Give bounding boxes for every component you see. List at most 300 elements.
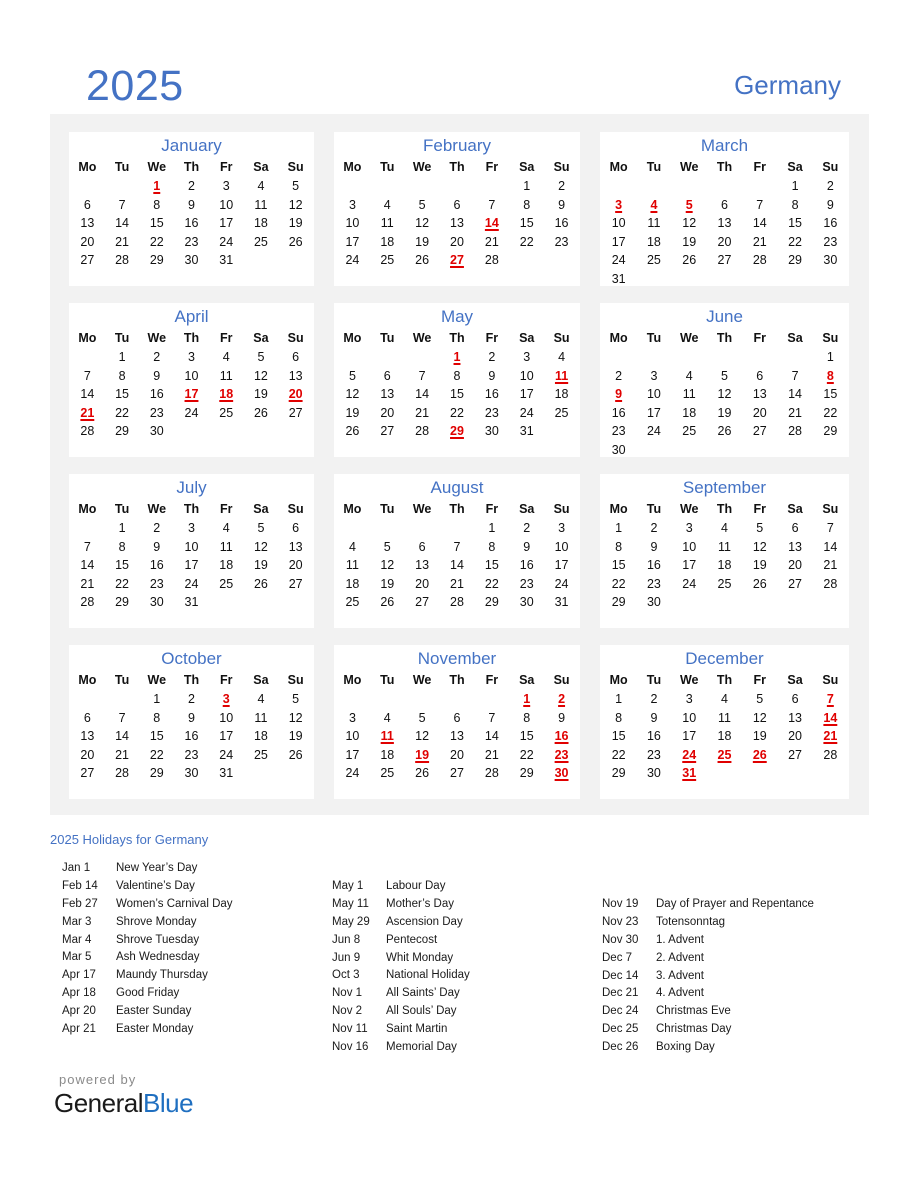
day-cell: 10 xyxy=(184,368,199,383)
day-cell: 1 xyxy=(153,692,161,706)
day-cell: 3 xyxy=(685,521,693,535)
day-cell: 2 xyxy=(650,521,658,535)
day-cell: 7 xyxy=(791,368,799,383)
day-cell: 5 xyxy=(418,710,426,725)
day-cell: 9 xyxy=(488,368,496,383)
day-cell: 23 xyxy=(184,234,199,249)
weekday-header xyxy=(600,670,849,690)
holiday-name: Labour Day xyxy=(386,880,446,892)
weekday-label: Fr xyxy=(753,160,767,174)
day-cell: 19 xyxy=(752,729,767,744)
day-grid xyxy=(69,348,314,441)
weekday-label: Su xyxy=(287,331,304,345)
day-cell: 10 xyxy=(345,216,360,231)
day-cell: 15 xyxy=(115,387,130,402)
day-cell: 13 xyxy=(717,216,732,231)
day-cell: 4 xyxy=(348,539,356,554)
empty-cell xyxy=(105,690,140,709)
holiday-list-column-3 xyxy=(602,896,814,1057)
weekday-label: Tu xyxy=(646,160,662,174)
day-cell: 29 xyxy=(519,766,534,781)
holiday-date: 19 xyxy=(415,747,430,762)
day-cell: 24 xyxy=(345,253,360,268)
day-cell: 13 xyxy=(415,558,430,573)
day-cell: 10 xyxy=(646,387,661,402)
day-cell: 18 xyxy=(253,729,268,744)
month-card-march xyxy=(600,132,849,286)
month-card-october xyxy=(69,645,314,799)
weekday-label: Fr xyxy=(753,673,767,687)
weekday-label: Tu xyxy=(380,160,395,174)
day-cell: 26 xyxy=(253,576,268,591)
holiday-list-item xyxy=(602,932,814,950)
weekday-label: Fr xyxy=(753,331,767,345)
day-cell: 16 xyxy=(554,216,569,231)
day-cell: 12 xyxy=(752,539,767,554)
day-cell: 21 xyxy=(823,558,838,573)
day-cell: 24 xyxy=(682,576,697,591)
month-card-may xyxy=(334,303,580,457)
generalblue-logo xyxy=(54,1088,193,1119)
holiday-list-item xyxy=(62,878,233,896)
holiday-list-item xyxy=(62,896,233,914)
day-cell: 16 xyxy=(646,558,661,573)
day-cell: 23 xyxy=(646,576,661,591)
holiday-date: 23 xyxy=(554,747,569,762)
month-grid xyxy=(69,132,849,799)
weekday-header xyxy=(334,328,580,348)
day-cell: 3 xyxy=(523,350,531,364)
day-cell: 13 xyxy=(80,729,95,744)
day-cell: 29 xyxy=(115,595,130,610)
day-grid xyxy=(334,519,580,612)
holiday-date: 29 xyxy=(450,424,464,439)
day-cell: 28 xyxy=(450,595,464,610)
day-cell: 26 xyxy=(253,405,268,420)
day-cell: 18 xyxy=(717,729,732,744)
weekday-label: Su xyxy=(553,502,570,516)
weekday-label: Tu xyxy=(114,160,130,174)
holiday-name: Valentine’s Day xyxy=(116,879,195,892)
day-cell: 2 xyxy=(523,521,531,535)
holiday-list-item xyxy=(62,967,233,985)
weekday-label: Fr xyxy=(219,502,233,516)
holiday-list-item xyxy=(602,1039,814,1057)
day-cell: 4 xyxy=(257,692,265,706)
day-cell: 31 xyxy=(219,253,234,268)
day-cell: 27 xyxy=(288,405,303,420)
holiday-date: 20 xyxy=(288,387,303,402)
day-cell: 21 xyxy=(80,576,95,591)
holiday-list-item xyxy=(602,985,814,1003)
day-cell: 16 xyxy=(184,729,199,744)
day-cell: 28 xyxy=(823,576,838,591)
day-cell: 21 xyxy=(450,576,464,591)
day-cell: 29 xyxy=(149,766,164,781)
day-cell: 16 xyxy=(184,216,199,231)
day-cell: 28 xyxy=(484,766,499,781)
day-cell: 6 xyxy=(83,710,91,725)
day-cell: 14 xyxy=(752,216,767,231)
day-cell: 4 xyxy=(383,710,391,725)
weekday-label: Sa xyxy=(787,160,803,174)
day-cell: 18 xyxy=(219,558,234,573)
day-cell: 24 xyxy=(219,234,234,249)
day-cell: 25 xyxy=(682,424,697,439)
weekday-label: Sa xyxy=(519,331,535,345)
day-cell: 18 xyxy=(682,405,697,420)
holiday-list-item xyxy=(62,1021,233,1039)
day-cell: 19 xyxy=(415,234,430,249)
weekday-label: Sa xyxy=(253,331,269,345)
day-cell: 6 xyxy=(453,197,461,212)
day-grid xyxy=(600,348,849,460)
day-cell: 23 xyxy=(519,576,534,591)
day-cell: 22 xyxy=(788,234,803,249)
day-cell: 10 xyxy=(682,710,697,725)
holiday-date-label: May 29 xyxy=(332,915,370,928)
holiday-date-label: Dec 21 xyxy=(602,987,639,1000)
day-cell: 31 xyxy=(519,424,534,439)
day-cell: 10 xyxy=(345,729,360,744)
holiday-date: 30 xyxy=(554,766,569,781)
holiday-name: Memorial Day xyxy=(386,1041,457,1054)
holiday-date: 27 xyxy=(450,253,464,268)
weekday-label: We xyxy=(412,331,432,345)
day-cell: 24 xyxy=(646,424,661,439)
day-cell: 11 xyxy=(647,216,661,231)
weekday-label: Fr xyxy=(485,331,499,345)
empty-cell xyxy=(742,177,777,196)
day-cell: 4 xyxy=(685,368,693,383)
holiday-date: 14 xyxy=(484,216,499,231)
weekday-label: Tu xyxy=(114,673,130,687)
holiday-name: Ash Wednesday xyxy=(116,951,200,964)
day-cell: 15 xyxy=(115,558,130,573)
day-cell: 27 xyxy=(717,253,732,268)
day-cell: 4 xyxy=(257,179,265,193)
holiday-name: Shrove Tuesday xyxy=(116,933,200,946)
holiday-name: Whit Monday xyxy=(386,951,454,964)
holiday-list-item xyxy=(332,896,470,914)
holiday-name: 2. Advent xyxy=(656,951,704,964)
day-cell: 29 xyxy=(823,424,838,439)
month-card-june xyxy=(600,303,849,457)
day-grid xyxy=(600,177,849,289)
empty-cell xyxy=(440,690,475,709)
day-cell: 19 xyxy=(253,558,268,573)
day-cell: 13 xyxy=(450,216,464,231)
brand-general: General xyxy=(54,1088,143,1118)
day-cell: 12 xyxy=(380,558,395,573)
day-cell: 26 xyxy=(415,766,430,781)
holiday-date-label: Mar 5 xyxy=(62,951,92,964)
day-cell: 24 xyxy=(519,405,534,420)
empty-cell xyxy=(474,177,509,196)
day-cell: 6 xyxy=(292,350,300,364)
day-cell: 12 xyxy=(253,539,268,554)
weekday-label: Fr xyxy=(485,160,499,174)
day-cell: 17 xyxy=(611,234,626,249)
holiday-date: 18 xyxy=(219,387,234,402)
day-cell: 21 xyxy=(115,234,130,249)
empty-cell xyxy=(636,348,671,367)
holiday-date-label: Dec 7 xyxy=(602,951,633,964)
day-cell: 19 xyxy=(253,387,268,402)
holiday-name: Easter Monday xyxy=(116,1023,194,1036)
day-cell: 15 xyxy=(519,216,534,231)
day-cell: 16 xyxy=(149,558,164,573)
day-cell: 11 xyxy=(254,710,268,725)
day-cell: 21 xyxy=(415,405,430,420)
day-cell: 5 xyxy=(257,521,265,535)
day-cell: 12 xyxy=(288,710,303,725)
holiday-date-label: Nov 30 xyxy=(602,933,639,946)
day-cell: 15 xyxy=(149,729,164,744)
day-grid xyxy=(69,177,314,270)
month-name: May xyxy=(440,307,474,326)
day-cell: 9 xyxy=(650,710,658,725)
holiday-date-label: Apr 17 xyxy=(62,969,96,982)
weekday-label: Mo xyxy=(78,673,97,687)
weekday-label: Th xyxy=(716,331,733,345)
empty-cell xyxy=(70,690,105,709)
day-cell: 7 xyxy=(418,368,426,383)
month-name: August xyxy=(430,478,484,497)
holiday-name: Pentecost xyxy=(386,933,438,946)
weekday-label: Tu xyxy=(380,331,395,345)
day-cell: 30 xyxy=(646,766,661,781)
day-cell: 28 xyxy=(752,253,767,268)
day-cell: 22 xyxy=(149,747,164,762)
weekday-label: Th xyxy=(183,160,200,174)
empty-cell xyxy=(742,348,777,367)
holiday-date-label: Feb 14 xyxy=(62,879,98,892)
day-cell: 23 xyxy=(149,405,164,420)
day-cell: 14 xyxy=(450,558,464,573)
day-cell: 17 xyxy=(519,387,534,402)
month-card-january xyxy=(69,132,314,286)
day-cell: 29 xyxy=(484,595,499,610)
day-cell: 30 xyxy=(646,595,661,610)
holiday-date: 4 xyxy=(650,197,658,212)
day-cell: 4 xyxy=(222,350,230,364)
day-cell: 6 xyxy=(418,539,426,554)
holiday-date-label: Nov 2 xyxy=(332,1005,363,1018)
day-cell: 16 xyxy=(611,405,626,420)
holiday-date: 2 xyxy=(558,692,566,706)
day-cell: 26 xyxy=(288,747,303,762)
day-cell: 20 xyxy=(788,558,803,573)
day-cell: 20 xyxy=(450,234,464,249)
weekday-label: We xyxy=(147,331,167,345)
weekday-label: Th xyxy=(183,331,200,345)
day-cell: 24 xyxy=(184,405,199,420)
day-cell: 14 xyxy=(80,387,95,402)
day-cell: 22 xyxy=(611,747,626,762)
day-cell: 24 xyxy=(554,576,569,591)
empty-cell xyxy=(335,177,370,196)
weekday-label: Tu xyxy=(380,673,395,687)
day-cell: 11 xyxy=(380,216,394,231)
day-cell: 9 xyxy=(558,710,566,725)
holiday-date-label: Dec 25 xyxy=(602,1023,639,1036)
day-cell: 24 xyxy=(184,576,199,591)
holiday-name: All Souls’ Day xyxy=(386,1005,457,1018)
day-cell: 15 xyxy=(484,558,499,573)
weekday-label: Mo xyxy=(78,331,97,345)
empty-cell xyxy=(601,348,636,367)
weekday-label: We xyxy=(147,160,167,174)
day-cell: 6 xyxy=(791,521,799,535)
holiday-date: 8 xyxy=(826,368,834,383)
day-cell: 5 xyxy=(418,197,426,212)
holiday-date: 1 xyxy=(153,179,161,193)
day-cell: 20 xyxy=(415,576,430,591)
day-cell: 4 xyxy=(721,692,728,706)
holiday-date: 7 xyxy=(826,692,834,706)
holiday-date-label: Feb 27 xyxy=(62,897,98,910)
weekday-label: Th xyxy=(716,673,733,687)
day-cell: 25 xyxy=(253,234,268,249)
day-cell: 31 xyxy=(184,595,199,610)
day-cell: 24 xyxy=(219,747,234,762)
day-cell: 29 xyxy=(788,253,803,268)
weekday-label: Tu xyxy=(114,331,130,345)
weekday-label: Tu xyxy=(646,502,662,516)
weekday-label: Fr xyxy=(485,673,499,687)
day-cell: 5 xyxy=(756,521,764,535)
day-cell: 6 xyxy=(453,710,461,725)
day-cell: 9 xyxy=(188,197,195,212)
day-cell: 27 xyxy=(288,576,303,591)
day-cell: 9 xyxy=(153,368,161,383)
day-cell: 12 xyxy=(717,387,732,402)
holiday-date-label: Nov 16 xyxy=(332,1041,369,1054)
day-cell: 23 xyxy=(611,424,626,439)
day-cell: 28 xyxy=(80,424,95,439)
empty-cell xyxy=(70,177,105,196)
day-cell: 14 xyxy=(80,558,95,573)
day-cell: 3 xyxy=(188,350,195,364)
holiday-name: Ascension Day xyxy=(386,915,463,928)
weekday-label: We xyxy=(412,673,432,687)
day-cell: 20 xyxy=(717,234,732,249)
holiday-name: Day of Prayer and Repentance xyxy=(656,898,814,910)
day-cell: 28 xyxy=(484,253,499,268)
day-cell: 31 xyxy=(554,595,569,610)
day-cell: 6 xyxy=(721,197,728,212)
day-cell: 2 xyxy=(153,521,161,535)
day-cell: 20 xyxy=(80,234,95,249)
day-cell: 7 xyxy=(488,197,496,212)
day-cell: 12 xyxy=(288,197,303,212)
day-cell: 10 xyxy=(184,539,199,554)
day-cell: 9 xyxy=(558,197,566,212)
weekday-label: Sa xyxy=(519,502,535,516)
month-name: September xyxy=(682,478,767,497)
empty-cell xyxy=(707,348,742,367)
day-cell: 25 xyxy=(717,576,732,591)
weekday-label: Sa xyxy=(787,673,803,687)
calendar-panel xyxy=(50,114,869,815)
holiday-date-label: Apr 18 xyxy=(62,987,96,1000)
weekday-label: Su xyxy=(287,673,304,687)
holiday-date: 11 xyxy=(554,368,569,383)
holiday-date-label: Jun 8 xyxy=(332,933,361,946)
country-title: Germany xyxy=(734,70,841,100)
day-cell: 15 xyxy=(149,216,164,231)
empty-cell xyxy=(672,348,707,367)
day-cell: 15 xyxy=(450,387,464,402)
day-cell: 5 xyxy=(292,179,300,193)
day-cell: 1 xyxy=(118,521,126,535)
day-cell: 17 xyxy=(345,234,360,249)
day-cell: 28 xyxy=(823,747,838,762)
weekday-label: Tu xyxy=(646,673,662,687)
day-cell: 3 xyxy=(685,692,693,706)
weekday-label: Sa xyxy=(519,673,535,687)
holiday-date: 3 xyxy=(615,197,623,212)
weekday-header xyxy=(334,499,580,519)
holiday-date: 31 xyxy=(682,766,697,781)
empty-cell xyxy=(405,519,440,538)
holiday-date: 21 xyxy=(823,729,838,744)
day-cell: 16 xyxy=(149,387,164,402)
day-cell: 17 xyxy=(646,405,661,420)
weekday-header xyxy=(69,157,314,177)
day-cell: 25 xyxy=(219,405,234,420)
day-cell: 17 xyxy=(219,729,234,744)
day-cell: 13 xyxy=(450,729,464,744)
day-cell: 12 xyxy=(345,387,360,402)
day-grid xyxy=(334,177,580,270)
day-cell: 28 xyxy=(80,595,95,610)
weekday-label: Fr xyxy=(485,502,499,516)
holiday-list-item xyxy=(332,950,470,968)
weekday-label: We xyxy=(412,160,432,174)
day-cell: 1 xyxy=(791,179,799,193)
day-cell: 23 xyxy=(554,234,569,249)
month-name: December xyxy=(685,649,764,668)
weekday-label: Sa xyxy=(787,331,803,345)
day-cell: 15 xyxy=(519,729,534,744)
day-cell: 14 xyxy=(115,729,130,744)
day-cell: 30 xyxy=(184,253,199,268)
weekday-label: Mo xyxy=(343,502,362,516)
holiday-date: 16 xyxy=(554,729,569,744)
weekday-label: Mo xyxy=(609,160,628,174)
holiday-list-item xyxy=(602,1003,814,1021)
day-cell: 2 xyxy=(650,692,658,706)
holiday-list-item xyxy=(602,968,814,986)
holiday-name: Saint Martin xyxy=(386,1023,448,1036)
day-cell: 25 xyxy=(380,766,395,781)
weekday-label: We xyxy=(412,502,432,516)
day-cell: 20 xyxy=(80,747,95,762)
day-cell: 22 xyxy=(519,747,534,762)
day-cell: 13 xyxy=(80,216,95,231)
weekday-label: Th xyxy=(183,673,200,687)
day-cell: 27 xyxy=(380,424,395,439)
holiday-list-item xyxy=(62,985,233,1003)
weekday-header xyxy=(334,157,580,177)
weekday-label: Su xyxy=(553,160,570,174)
day-cell: 10 xyxy=(219,710,234,725)
day-cell: 5 xyxy=(383,539,391,554)
day-cell: 17 xyxy=(682,558,697,573)
day-cell: 13 xyxy=(788,539,803,554)
